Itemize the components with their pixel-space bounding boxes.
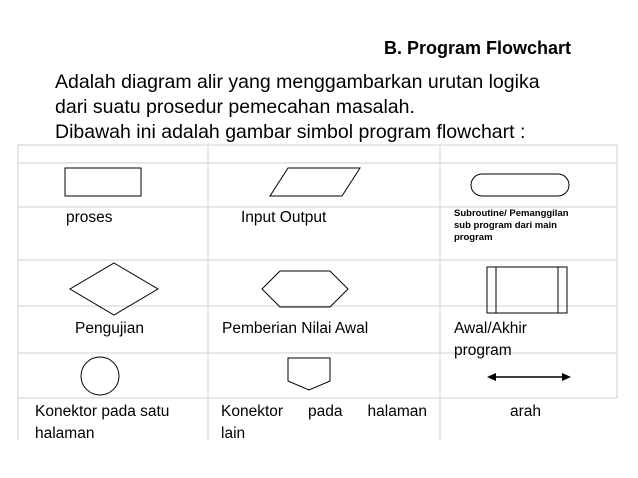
label-awal-akhir-line-2: program [454,342,512,359]
label-konektor-lain-word-1: Konektor [221,403,284,420]
label-input-output: Input Output [241,209,327,226]
label-arah: arah [510,403,542,420]
intro-line-3: Dibawah ini adalah gambar simbol program flowchart : [55,121,526,143]
label-subroutine-line-1: Subroutine/ Pemanggilan [454,208,569,219]
label-konektor-lain-word-3: halaman [367,403,427,420]
preparation-hexagon-symbol [258,268,352,310]
process-rectangle-symbol [62,165,144,199]
label-konektor-lain-word-2: pada [308,403,343,420]
decision-diamond-symbol [66,260,162,318]
label-konektor-satu-line-1: Konektor pada satu [35,403,170,420]
intro-line-2: dari suatu prosedur pemecahan masalah. [55,96,415,118]
label-proses: proses [66,209,113,226]
label-awal-akhir-line-1: Awal/Akhir [454,320,527,337]
label-subroutine-line-2: sub program dari main [454,220,557,231]
label-konektor-satu-halaman [35,401,169,445]
page-title: B. Program Flowchart [384,38,572,58]
subroutine-terminal-symbol [468,172,572,198]
label-subroutine-line-3: program [454,232,493,243]
start-end-program-symbol [484,264,570,316]
label-konektor-satu-line-2: halaman [35,425,95,442]
label-pemberian-nilai-awal: Pemberian Nilai Awal [222,320,369,337]
label-awal-akhir [454,318,527,362]
label-pengujian: Pengujian [75,320,144,337]
intro-line-1: Adalah diagram alir yang menggambarkan urutan logika [55,71,540,93]
label-subroutine [454,208,569,244]
label-konektor-lain-line-2: lain [221,425,246,442]
off-page-connector-symbol [285,355,333,393]
input-output-parallelogram-symbol [266,165,366,199]
direction-arrow-symbol [484,368,574,386]
label-konektor-halaman-lain [221,401,427,445]
on-page-connector-circle-symbol [78,354,122,398]
